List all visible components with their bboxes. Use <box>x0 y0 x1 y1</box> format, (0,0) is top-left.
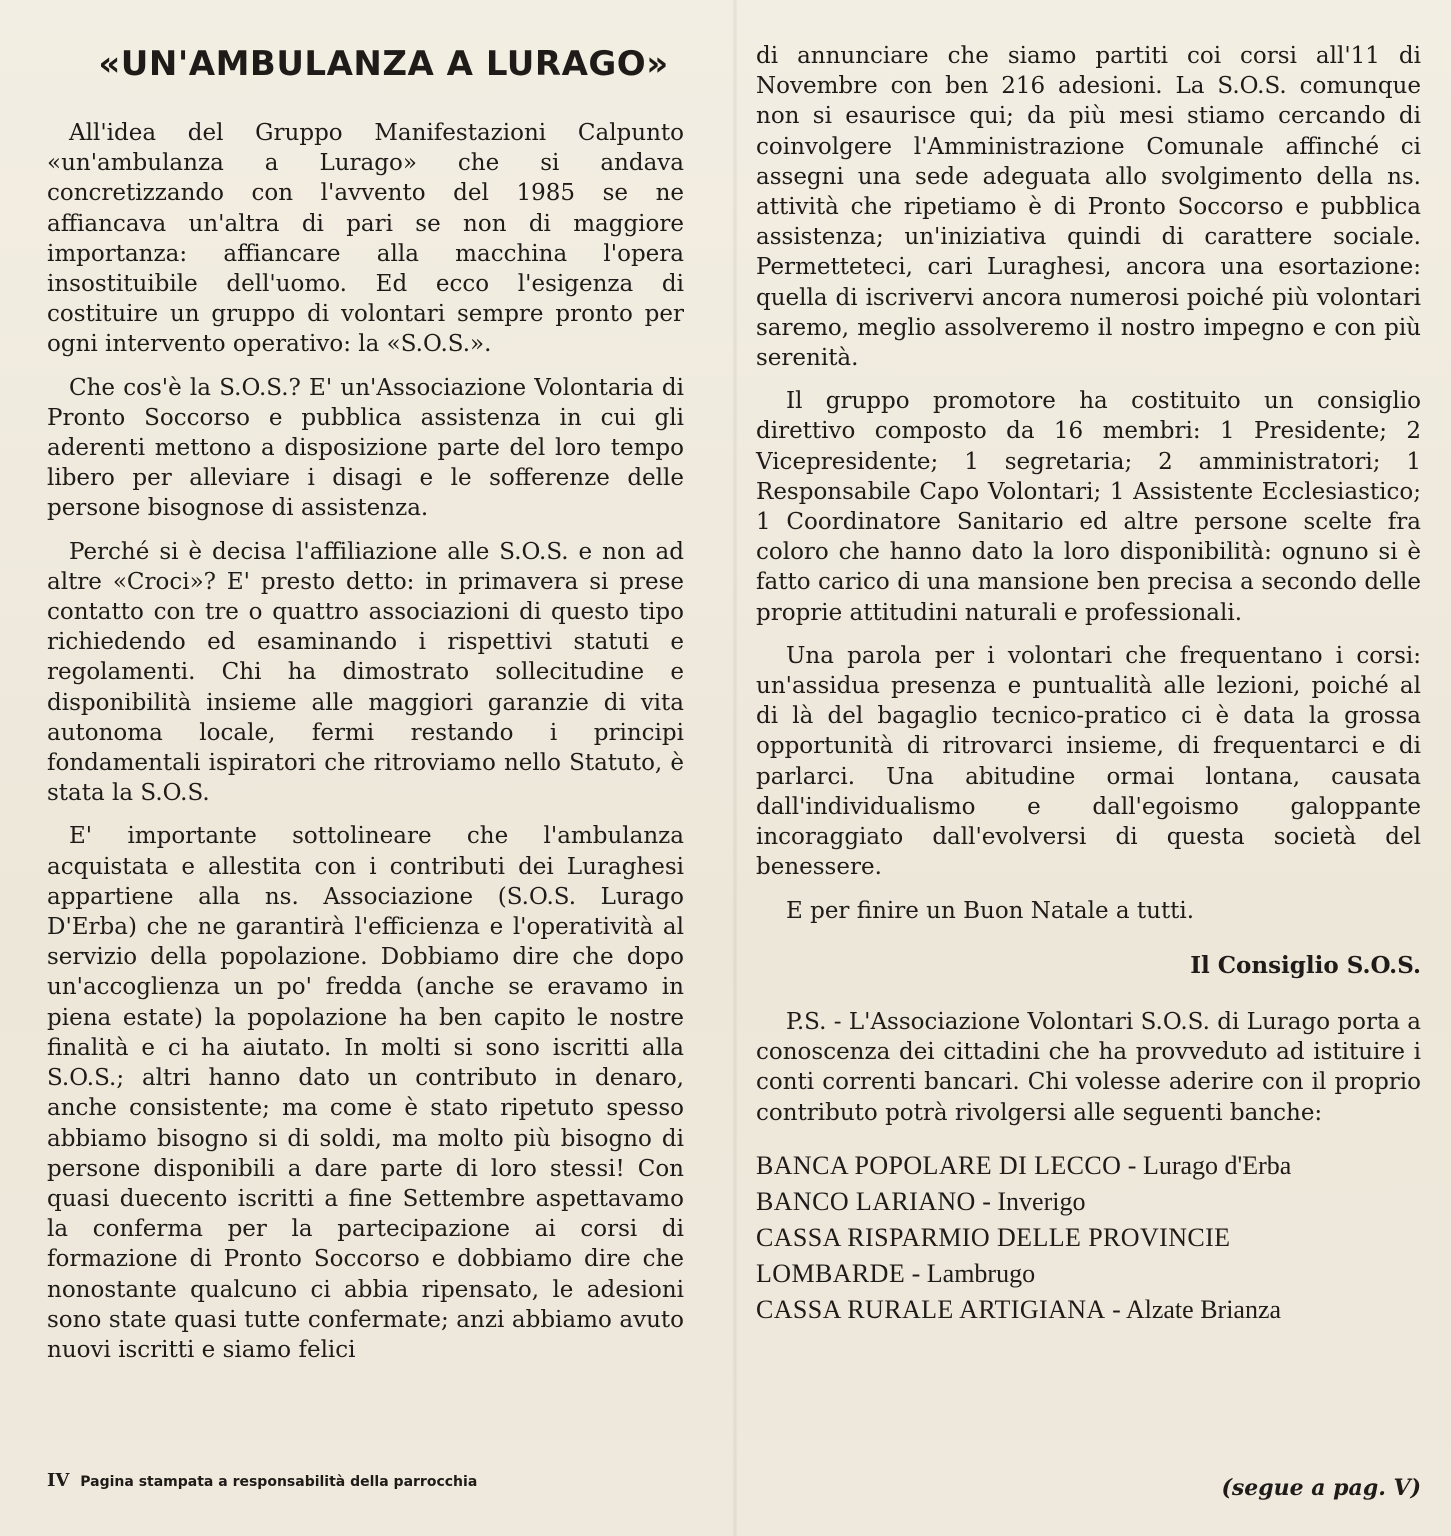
paragraph: Perché si è decisa l'affiliazione alle S.O.S. e non ad altre «Croci»? E' presto detto: in primavera si prese contatto con tre o quattro associazioni di questo tipo richiedendo ed esaminando i rispettivi statuti e regolamenti. Chi ha dimostrato sollecitudine e disponibilità insieme alle maggiori garanzie di vita autonoma locale, fermi restando i principi fondamentali ispiratori che ritroviamo nello Statuto, è stata la S.O.S. <box>47 538 684 807</box>
bank-item: CASSA RISPARMIO DELLE PROVINCIE <box>756 1222 1231 1252</box>
postscript: P.S. - L'Associazione Volontari S.O.S. di Lurago porta a conoscenza dei cittadini che ha provveduto ad istituire i conti correnti bancari. Chi volesse aderire con il proprio contributo potrà rivolgersi alle seguenti banche: <box>756 1008 1421 1126</box>
left-column <box>47 0 684 1378</box>
closing-line: E per finire un Buon Natale a tutti. <box>786 898 1195 925</box>
paragraph: Il gruppo promotore ha costituito un consiglio direttivo composto da 16 membri: 1 Presidente; 2 Vicepresidente; 1 segretaria; 2 amministratori; 1 Responsabile Capo Volontari; 1 Assistente Ecclesiastico; 1 Coordinatore Sanitario ed altre persone scelte fra coloro che hanno dato la loro disponibilità: ognuno si è fatto carico di una mansione ben precisa a secondo delle proprie attitudini naturali e professionali. <box>756 388 1421 626</box>
continued-note: (segue a pag. V) <box>1221 1475 1421 1501</box>
article-title: «UN'AMBULANZA A LURAGO» <box>98 44 669 84</box>
paragraph: Che cos'è la S.O.S.? E' un'Associazione Volontaria di Pronto Soccorso e pubblica assistenza in cui gli aderenti mettono a disposizione parte del loro tempo libero per alleviare i disagi e le sofferenze delle persone bisognose di assistenza. <box>47 374 684 522</box>
bank-list <box>756 1148 1421 1328</box>
right-column <box>756 0 1421 1328</box>
paragraph: All'idea del Gruppo Manifestazioni Calpunto «un'ambulanza a Lurago» che si andava concretizzando con l'avvento del 1985 se ne affiancava un'altra di pari se non di maggiore importanza: affiancare alla macchina l'opera insostituibile dell'uomo. Ed ecco l'esigenza di costituire un gruppo di volontari sempre pronto per ogni intervento operativo: la «S.O.S.». <box>47 120 684 358</box>
page-fold <box>732 0 738 1536</box>
page-number: IV <box>47 1470 70 1491</box>
bank-item: BANCA POPOLARE DI LECCO - Lurago d'Erba <box>756 1150 1292 1180</box>
paragraph-continuation: di annunciare che siamo partiti coi corsi all'11 di Novembre con ben 216 adesioni. La S.O.S. comunque non si esaurisce qui; da più mesi stiamo cercando di coinvolgere l'Amministrazione Comunale affinché ci assegni una sede adeguata allo svolgimento della ns. attività che ripetiamo è di Pronto Soccorso e pubblica assistenza; un'iniziativa quindi di carattere sociale. Permetteteci, cari Luraghesi, ancora una esortazione: quella di iscrivervi ancora numerosi poiché più volontari saremo, meglio assolveremo il nostro impegno e con più serenità. <box>756 43 1421 372</box>
footer-text: Pagina stampata a responsabilità della parrocchia <box>80 1474 478 1490</box>
bank-item: LOMBARDE - Lambrugo <box>756 1258 1036 1288</box>
paragraph: E' importante sottolineare che l'ambulanza acquistata e allestita con i contributi dei Luraghesi appartiene alla ns. Associazione (S.O.S. Lurago D'Erba) che ne garantirà l'efficienza e l'operatività al servizio della popolazione. Dobbiamo dire che dopo un'accoglienza un po' fredda (anche se eravamo in piena estate) la popolazione ha ben capito le nostre finalità e ci ha aiutato. In molti si sono iscritti alla S.O.S.; altri hanno dato un contributo in denaro, anche consistente; ma come è stato ripetuto spesso abbiamo bisogno si di soldi, ma molto più bisogno di persone disponibili a dare parte di loro stessi! Con quasi duecento iscritti a fine Settembre aspettavamo la conferma per la partecipazione ai corsi di formazione di Pronto Soccorso e dobbiamo dire che nonostante qualcuno ci abbia ripensato, le adesioni sono state quasi tutte confermate; anzi abbiamo avuto nuovi iscritti e siamo felici <box>47 823 684 1363</box>
paragraph: Una parola per i volontari che frequentano i corsi: un'assidua presenza e puntualità alle lezioni, poiché al di là del bagaglio tecnico-pratico ci è data la grossa opportunità di ritrovarci insieme, di frequentarci e di parlarci. Una abitudine ormai lontana, causata dall'individualismo e dall'egoismo galoppante incoraggiato dall'evolversi di questa società del benessere. <box>756 642 1421 881</box>
page-footer <box>47 1470 477 1491</box>
signature: Il Consiglio S.O.S. <box>1190 951 1421 979</box>
bank-item: BANCO LARIANO - Inverigo <box>756 1186 1086 1216</box>
bank-item: CASSA RURALE ARTIGIANA - Alzate Brianza <box>756 1294 1282 1324</box>
